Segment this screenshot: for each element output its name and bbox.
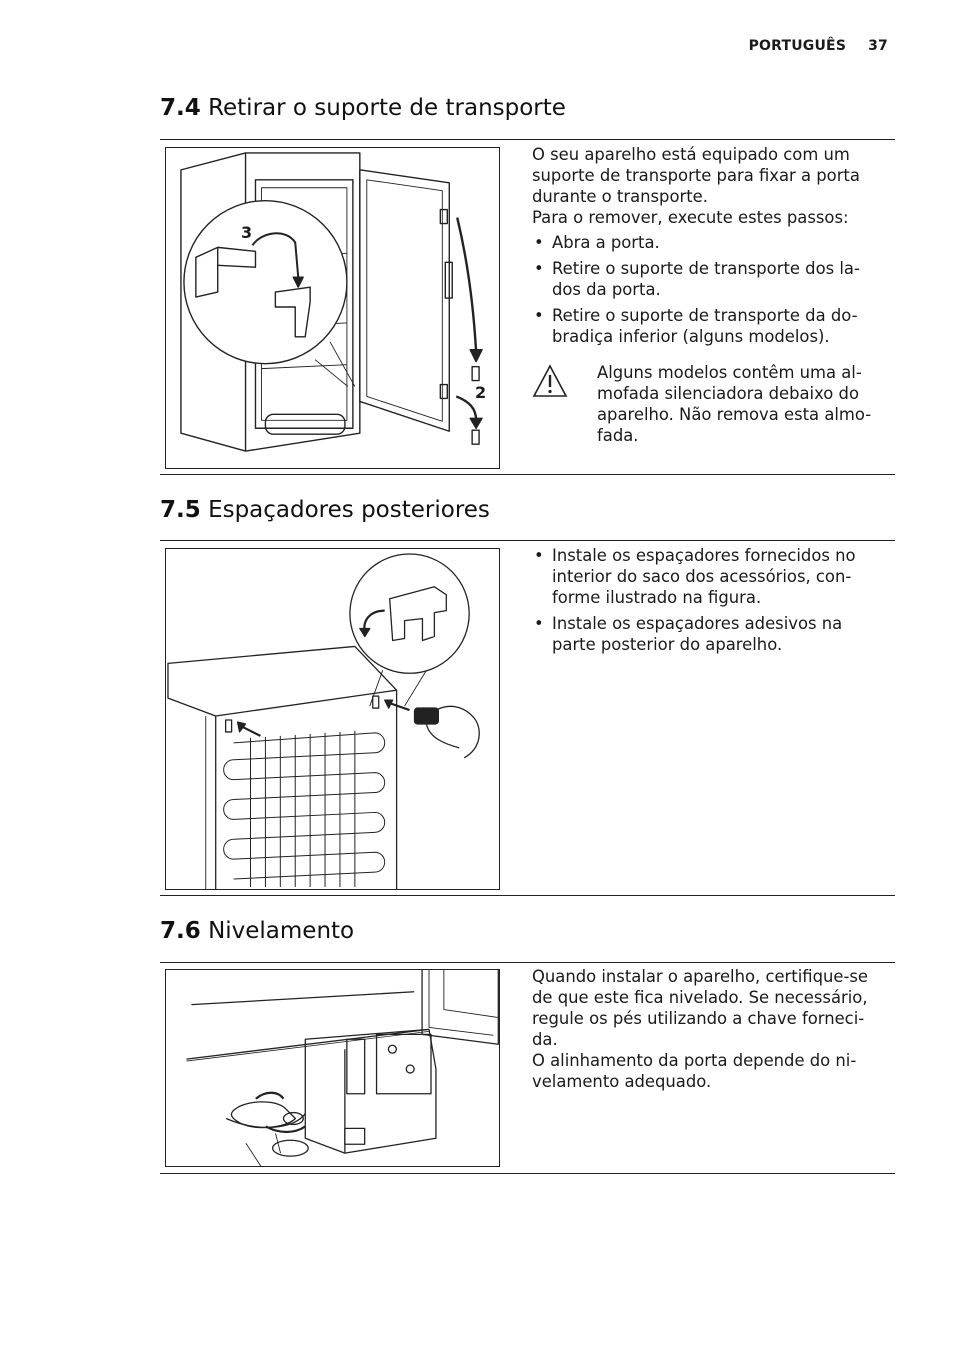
section-divider [160,139,895,140]
figure-transport-support [165,147,500,469]
bullet-list [532,232,888,347]
section-title-7-6 [160,918,354,944]
paragraph: Para o remover, execute estes passos: [532,208,849,227]
section-title-text: Nivelamento [208,918,355,944]
bullet-list [532,545,888,655]
warning-triangle-icon [532,364,568,398]
header-language: PORTUGUÊS [748,38,847,54]
figure-label-step-3: 3 [241,223,253,242]
warning-box [532,362,888,446]
paragraph: Quando instalar o aparelho, certifique-se de que este fica nivelado. Se necessário, regule os pés utilizando a chave forneci-da. [532,967,868,1049]
paragraph: O seu aparelho está equipado com um suporte de transporte para fixar a porta durante o transporte. [532,145,860,206]
section-number: 7.4 [160,95,201,121]
figure-label-step-2: 2 [475,383,487,402]
section-number: 7.5 [160,497,201,523]
section-title-7-4 [160,95,566,121]
section-divider [160,474,895,475]
section-title-text: Espaçadores posteriores [208,497,490,523]
section-title-7-5 [160,497,490,523]
list-item: • Retire o suporte de transporte da do-bradiça inferior (alguns modelos). [532,305,888,347]
section-body-7-4 [532,144,888,352]
section-divider [160,1173,895,1174]
paragraph: O alinhamento da porta depende do ni-velamento adequado. [532,1051,857,1091]
list-item: • Retire o suporte de transporte dos la-dos da porta. [532,258,888,300]
section-body-7-6 [532,966,888,1092]
page-number: 37 [868,38,888,54]
figure-leveling [165,969,500,1167]
section-divider [160,540,895,541]
section-divider [160,962,895,963]
warning-text: Alguns modelos contêm uma al-mofada silenciadora debaixo do aparelho. Não remova esta almo-fada. [597,363,872,445]
list-item: • Instale os espaçadores adesivos na parte posterior do aparelho. [532,613,888,655]
list-item: • Instale os espaçadores fornecidos no interior do saco dos acessórios, con-forme ilustrado na figura. [532,545,888,608]
section-divider [160,895,895,896]
list-item: • Abra a porta. [532,232,888,253]
figure-rear-spacers [165,548,500,890]
section-body-7-5 [532,545,888,660]
page-header [749,38,888,54]
section-title-text: Retirar o suporte de transporte [208,95,566,121]
section-number: 7.6 [160,918,201,944]
